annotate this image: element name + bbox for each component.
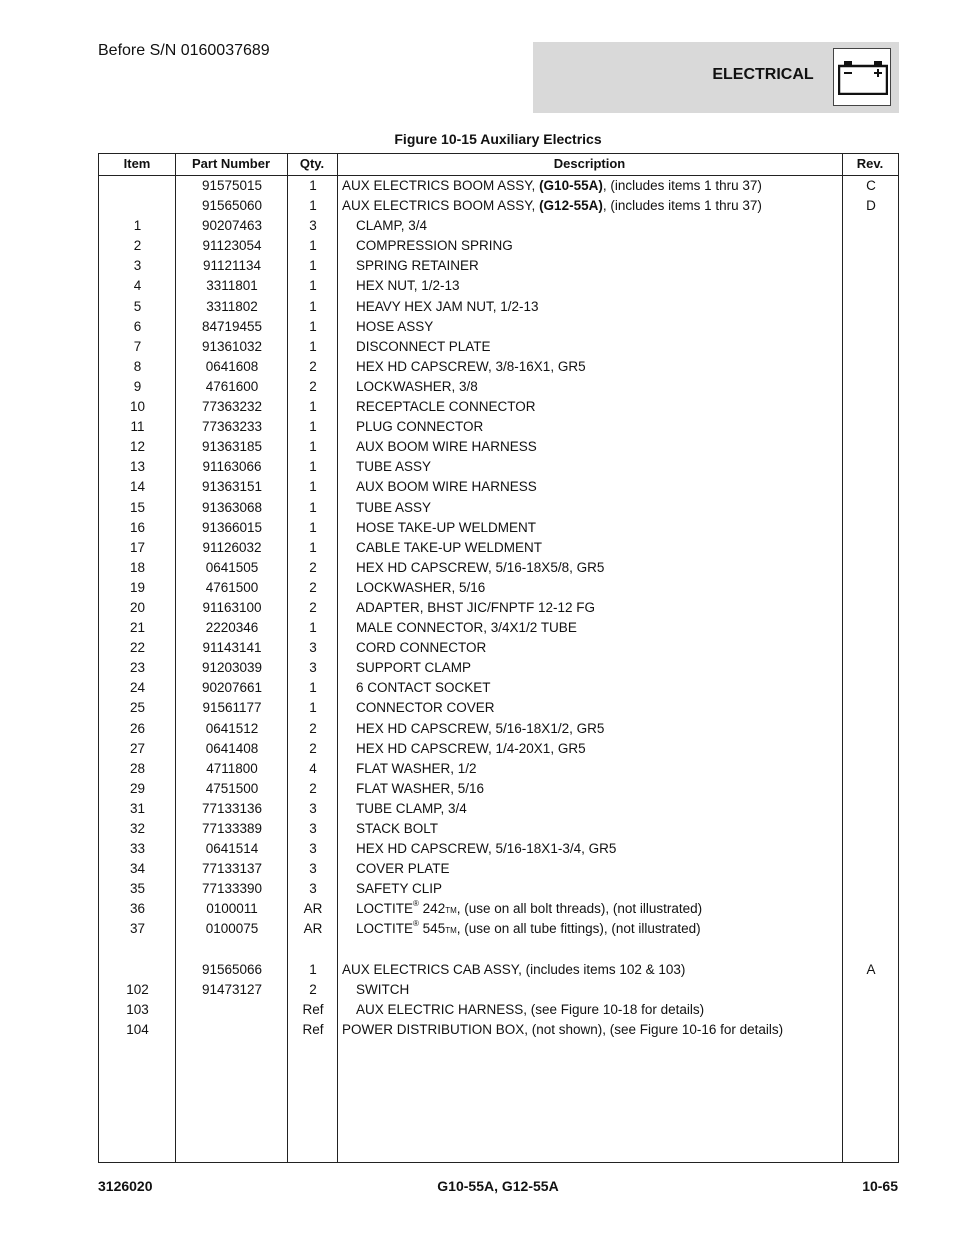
part-number: 91203039 [201, 660, 263, 676]
quantity: 1 [309, 680, 317, 696]
item-number: 10 [129, 399, 146, 415]
part-number: 84719455 [201, 318, 263, 334]
table-row [99, 176, 898, 196]
column-header-rev: Rev. [856, 156, 884, 171]
table-row [99, 437, 898, 457]
description-text: AUX ELECTRICS BOOM ASSY, [342, 198, 540, 214]
description: AUX BOOM WIRE HARNESS [356, 479, 537, 495]
table-row [99, 357, 898, 377]
description: ADAPTER, BHST JIC/FNPTF 12-12 FG [356, 599, 596, 615]
item-number: 7 [133, 338, 142, 354]
item-number: 36 [129, 901, 146, 917]
quantity: 1 [309, 238, 317, 254]
table-row [99, 598, 898, 618]
description [342, 178, 762, 193]
item-number: 3 [133, 258, 142, 274]
part-number: 77363233 [201, 419, 263, 435]
quantity: AR [303, 921, 323, 937]
table-row [99, 236, 898, 256]
brand-name: LOCTITE [356, 921, 414, 937]
description: HEX HD CAPSCREW, 5/16-18X1-3/4, GR5 [356, 841, 617, 857]
description: HEAVY HEX JAM NUT, 1/2-13 [356, 298, 539, 314]
section-icon-frame [833, 48, 891, 106]
description: PLUG CONNECTOR [356, 419, 484, 435]
table-row [99, 457, 898, 477]
description: TUBE ASSY [356, 499, 432, 515]
registered-mark: ® [413, 919, 419, 929]
part-number: 4711800 [206, 760, 258, 776]
table-row [99, 1020, 898, 1040]
part-number: 2220346 [205, 620, 259, 636]
table-row [99, 980, 898, 1000]
quantity: 3 [309, 218, 317, 234]
item-number: 5 [133, 298, 142, 314]
column-header-description: Description [553, 156, 626, 171]
item-number: 27 [129, 740, 146, 756]
column-header-qty: Qty. [299, 156, 325, 171]
description: HEX HD CAPSCREW, 5/16-18X5/8, GR5 [356, 559, 605, 575]
trademark-mark: TM [445, 926, 457, 936]
revision: C [866, 178, 876, 193]
description: LOCKWASHER, 5/16 [356, 579, 486, 595]
quantity: 1 [309, 700, 317, 716]
description: RECEPTACLE CONNECTOR [356, 399, 536, 415]
registered-mark: ® [413, 899, 419, 909]
part-number: 90207463 [201, 218, 263, 234]
part-number: 91473127 [201, 981, 263, 997]
part-number: 0100075 [205, 921, 259, 937]
quantity: 3 [309, 821, 317, 836]
part-number: 91163100 [202, 599, 262, 615]
table-row [99, 618, 898, 638]
description: LOCKWASHER, 3/8 [356, 378, 478, 394]
table-body [99, 176, 898, 1040]
product-number: 545 [418, 921, 446, 937]
item-number: 29 [129, 780, 146, 796]
quantity: 2 [309, 378, 317, 394]
table-row [99, 638, 898, 658]
part-number: 4761600 [205, 378, 259, 394]
part-number: 0641408 [205, 740, 259, 756]
quantity: 2 [309, 599, 317, 615]
quantity: 1 [309, 539, 317, 555]
description: HEX HD CAPSCREW, 5/16-18X1/2, GR5 [356, 720, 605, 736]
item-number: 23 [129, 660, 146, 676]
page-number: 10-65 [862, 1178, 898, 1194]
quantity: 1 [309, 961, 317, 977]
part-number: 91121134 [202, 258, 262, 274]
part-number: 3311801 [206, 278, 258, 294]
table-row [99, 477, 898, 497]
description: FLAT WASHER, 1/2 [356, 760, 477, 776]
table-row [99, 819, 898, 839]
description: 6 CONTACT SOCKET [356, 680, 491, 696]
description: SAFETY CLIP [356, 881, 443, 897]
description: CORD CONNECTOR [356, 640, 487, 656]
quantity: 3 [309, 841, 317, 857]
column-header-part-number: Part Number [191, 156, 271, 171]
part-number: 91363151 [201, 479, 263, 495]
quantity: 2 [309, 579, 317, 595]
item-number: 18 [129, 559, 146, 575]
quantity: 1 [309, 198, 317, 214]
item-number: 1 [133, 218, 142, 234]
part-number: 91575015 [201, 178, 263, 193]
table-row [99, 960, 898, 980]
item-number: 37 [129, 921, 146, 937]
description: STACK BOLT [356, 821, 439, 836]
description: HEX HD CAPSCREW, 1/4-20X1, GR5 [356, 740, 586, 756]
serial-range: Before S/N 0160037689 [98, 42, 270, 59]
description: TUBE ASSY [356, 459, 432, 475]
table-row [99, 417, 898, 437]
description: COVER PLATE [356, 861, 450, 877]
part-number: 77133137 [201, 861, 263, 877]
item-number: 25 [129, 700, 146, 716]
table-row [99, 759, 898, 779]
description: MALE CONNECTOR, 3/4X1/2 TUBE [356, 620, 577, 636]
description: COMPRESSION SPRING [356, 238, 513, 254]
table-row [99, 196, 898, 216]
part-number: 0641514 [205, 841, 259, 857]
description-text: , (includes items 1 thru 37) [602, 198, 762, 214]
item-number: 28 [129, 760, 146, 776]
item-number: 12 [129, 439, 146, 455]
description: HEX HD CAPSCREW, 3/8-16X1, GR5 [356, 358, 586, 374]
item-number: 14 [129, 479, 146, 495]
part-number: 0641608 [205, 358, 259, 374]
part-number: 90207661 [201, 680, 263, 696]
description: SPRING RETAINER [356, 258, 479, 274]
description [342, 198, 762, 213]
quantity: 1 [309, 439, 317, 455]
table-row [99, 919, 898, 939]
description: SWITCH [356, 981, 410, 997]
quantity: 3 [309, 800, 317, 816]
quantity: 3 [309, 640, 317, 656]
table-row [99, 899, 898, 919]
table-row [99, 578, 898, 598]
description [356, 921, 701, 936]
table-row [99, 698, 898, 718]
quantity: AR [303, 901, 323, 917]
product-number: 242 [418, 901, 446, 917]
item-number: 34 [129, 861, 146, 877]
item-number: 2 [133, 238, 142, 254]
part-number: 91361032 [201, 338, 263, 354]
quantity: 2 [309, 559, 317, 575]
quantity: 3 [309, 881, 317, 897]
trademark-mark: TM [445, 906, 457, 916]
quantity: 1 [309, 258, 317, 274]
part-number: 91561177 [202, 700, 262, 716]
battery-icon [838, 61, 888, 95]
quantity: 1 [309, 318, 317, 334]
table-row [99, 337, 898, 357]
quantity: 3 [309, 861, 317, 877]
table-row [99, 377, 898, 397]
quantity: 4 [309, 760, 317, 776]
description: CLAMP, 3/4 [356, 218, 428, 234]
description: HOSE TAKE-UP WELDMENT [356, 519, 537, 535]
description: FLAT WASHER, 5/16 [356, 780, 485, 796]
table-row [99, 940, 898, 960]
item-number: 32 [129, 821, 146, 836]
table-row [99, 779, 898, 799]
quantity: Ref [302, 1021, 324, 1037]
item-number: 31 [129, 800, 146, 816]
part-number: 0100011 [206, 901, 258, 917]
table-row [99, 558, 898, 578]
part-number: 91363068 [201, 499, 263, 515]
quantity: 3 [309, 660, 317, 676]
part-number: 3311802 [206, 298, 258, 314]
description-text: , (use on all bolt threads), (not illustrated) [456, 901, 703, 917]
table-row [99, 839, 898, 859]
table-row [99, 1000, 898, 1020]
item-number: 15 [129, 499, 146, 515]
part-number: 91143141 [202, 640, 262, 656]
description-text: , (includes items 1 thru 37) [602, 178, 762, 193]
quantity: 1 [309, 399, 317, 415]
quantity: 2 [309, 720, 317, 736]
brand-name: LOCTITE [356, 901, 414, 917]
description: SUPPORT CLAMP [356, 660, 472, 676]
item-number: 17 [129, 539, 146, 555]
table-row [99, 678, 898, 698]
table-row [99, 719, 898, 739]
table-row [99, 498, 898, 518]
part-number: 0641505 [205, 559, 259, 575]
item-number: 21 [129, 620, 146, 636]
item-number: 104 [126, 1021, 149, 1037]
description-text: AUX ELECTRICS BOOM ASSY, [342, 178, 540, 193]
description: POWER DISTRIBUTION BOX, (not shown), (see Figure 10-16 for details) [342, 1021, 784, 1037]
table-row [99, 276, 898, 296]
quantity: 1 [309, 298, 317, 314]
description-text: , (use on all tube fittings), (not illustrated) [456, 921, 701, 937]
table-row [99, 739, 898, 759]
description: AUX ELECTRICS CAB ASSY, (includes items 102 & 103) [342, 961, 686, 977]
model-list: G10-55A, G12-55A [437, 1178, 559, 1194]
part-number: 4751500 [205, 780, 259, 796]
part-number: 77133390 [201, 881, 263, 897]
description: AUX BOOM WIRE HARNESS [356, 439, 537, 455]
table-row [99, 317, 898, 337]
item-number: 35 [129, 881, 146, 897]
description: AUX ELECTRIC HARNESS, (see Figure 10-18 for details) [356, 1001, 705, 1017]
part-number: 77133389 [201, 821, 263, 836]
table-row [99, 538, 898, 558]
part-number: 91123054 [202, 238, 262, 254]
figure-title: Figure 10-15 Auxiliary Electrics [394, 131, 602, 147]
section-header [533, 42, 899, 113]
item-number: 13 [129, 459, 146, 475]
item-number: 8 [133, 358, 142, 374]
part-number: 0641512 [205, 720, 259, 736]
parts-table [98, 153, 899, 1163]
table-row [99, 297, 898, 317]
description: TUBE CLAMP, 3/4 [356, 800, 467, 816]
part-number: 91163066 [202, 459, 262, 475]
quantity: 1 [309, 499, 317, 515]
part-number: 91366015 [201, 519, 263, 535]
quantity: 2 [309, 358, 317, 374]
model-code: (G10-55A) [539, 178, 603, 193]
quantity: 2 [309, 740, 317, 756]
part-number: 91126032 [202, 539, 262, 555]
part-number: 91363185 [201, 439, 263, 455]
description [356, 901, 702, 916]
quantity: 1 [309, 519, 317, 535]
quantity: 1 [309, 479, 317, 495]
table-row [99, 658, 898, 678]
column-header-item: Item [123, 156, 151, 171]
part-number: 91565060 [201, 198, 263, 214]
item-number: 6 [133, 318, 142, 334]
document-number: 3126020 [98, 1178, 153, 1194]
table-row [99, 799, 898, 819]
quantity: 1 [309, 459, 317, 475]
quantity: 1 [309, 178, 317, 193]
item-number: 103 [126, 1001, 149, 1017]
item-number: 16 [129, 519, 146, 535]
description: CABLE TAKE-UP WELDMENT [356, 539, 543, 555]
item-number: 26 [129, 720, 146, 736]
item-number: 11 [130, 419, 145, 435]
description: DISCONNECT PLATE [356, 338, 491, 354]
revision: D [866, 198, 876, 214]
item-number: 9 [133, 378, 142, 394]
quantity: 1 [309, 338, 317, 354]
description: HOSE ASSY [356, 318, 434, 334]
item-number: 24 [129, 680, 146, 696]
description: HEX NUT, 1/2-13 [356, 278, 460, 294]
item-number: 4 [133, 278, 142, 294]
table-row [99, 859, 898, 879]
part-number: 77133136 [201, 800, 263, 816]
revision: A [866, 961, 876, 977]
quantity: 1 [309, 419, 317, 435]
quantity: 2 [309, 780, 317, 796]
quantity: 1 [309, 620, 317, 636]
table-row [99, 518, 898, 538]
item-number: 19 [129, 579, 146, 595]
quantity: 2 [309, 981, 317, 997]
part-number: 77363232 [201, 399, 263, 415]
description: CONNECTOR COVER [356, 700, 495, 716]
table-row [99, 879, 898, 899]
table-row [99, 216, 898, 236]
item-number: 33 [129, 841, 146, 857]
table-row [99, 256, 898, 276]
table-row [99, 397, 898, 417]
part-number: 4761500 [205, 579, 259, 595]
item-number: 20 [129, 599, 146, 615]
part-number: 91565066 [201, 961, 263, 977]
item-number: 22 [129, 640, 146, 656]
quantity: Ref [302, 1001, 324, 1017]
section-title: ELECTRICAL [712, 66, 814, 83]
model-code: (G12-55A) [539, 198, 603, 214]
quantity: 1 [309, 278, 317, 294]
item-number: 102 [126, 981, 149, 997]
